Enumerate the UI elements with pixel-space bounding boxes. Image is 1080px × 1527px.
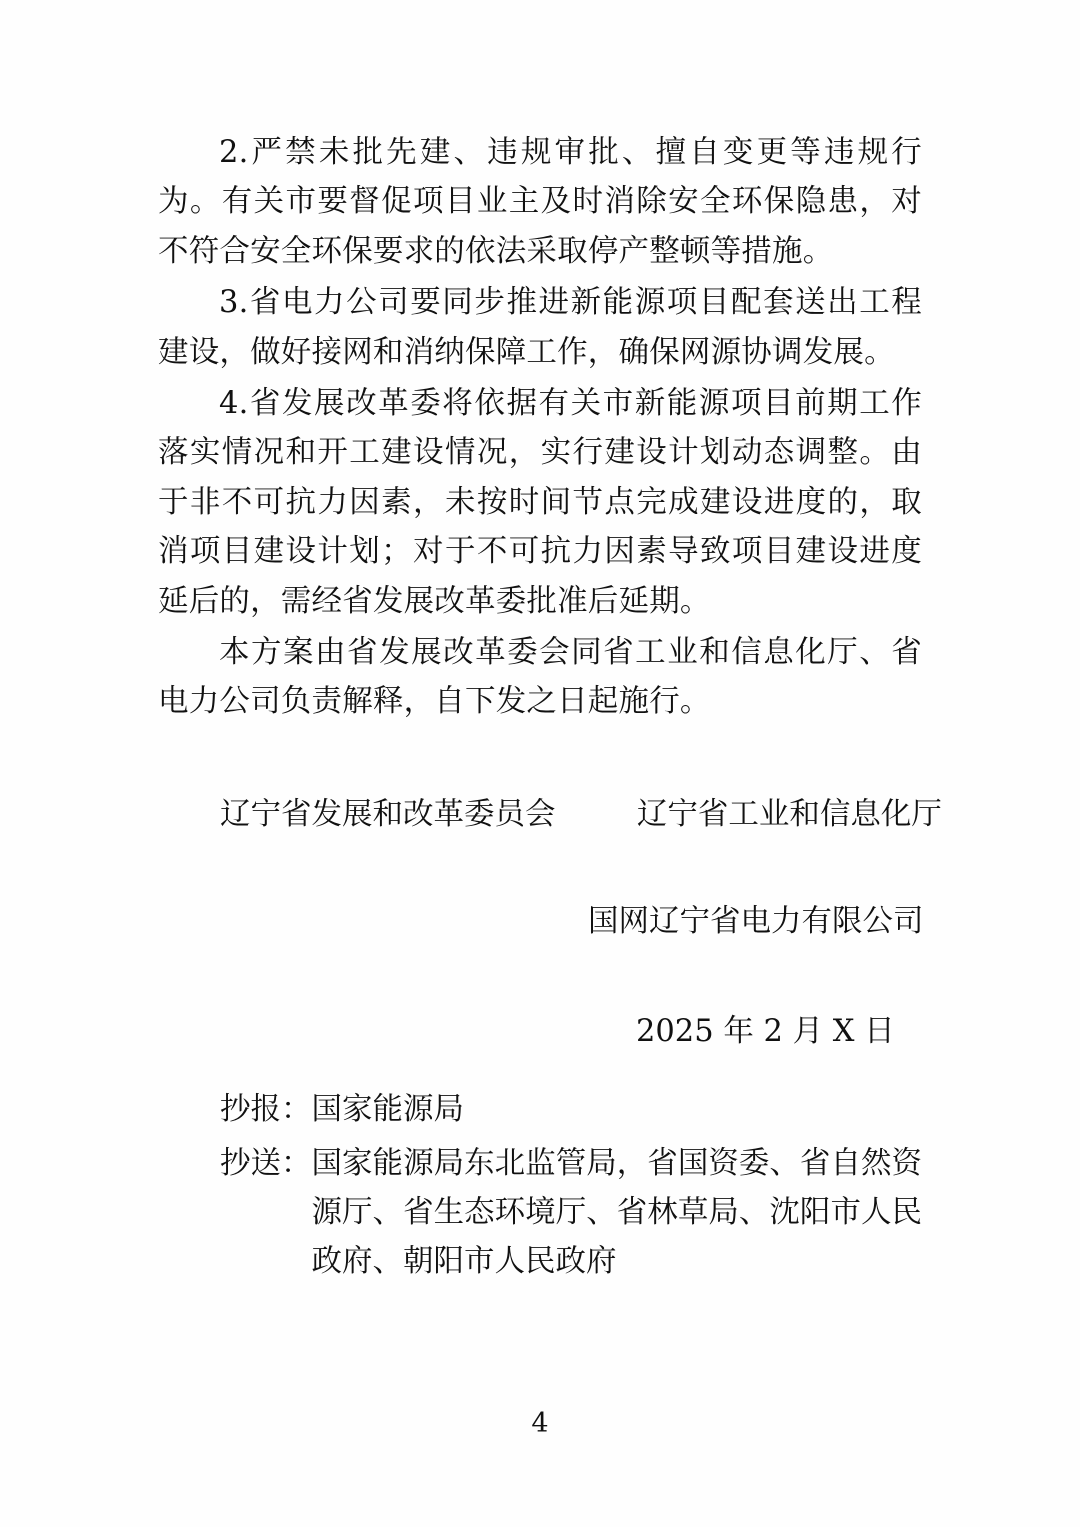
page-number: 4	[531, 1408, 549, 1439]
distribution-copy-label: 抄送：	[220, 1145, 312, 1181]
distribution-report-value: 国家能源局	[311, 1092, 464, 1128]
paragraph-item-2: 2.严禁未批先建、违规审批、擅自变更等违规行为。有关市要督促项目业主及时消除安全环保隐患，对不符合安全环保要求的依法采取停产整顿等措施。	[158, 135, 922, 269]
signature-block	[158, 791, 942, 1057]
signature-development-reform-commission: 辽宁省发展和改革委员会	[220, 796, 556, 832]
document-body	[158, 128, 942, 1287]
signature-row-primary	[158, 791, 942, 840]
distribution-report-row	[158, 1085, 922, 1134]
paragraph-item-4: 4.省发展改革委将依据有关市新能源项目前期工作落实情况和开工建设情况，实行建设计划动态调整。由于非不可抗力因素，未按时间节点完成建设进度的，取消项目建设计划；对于不可抗力因素导致项目建设进度延后的，需经省发展改革委批准后延期。	[158, 386, 922, 619]
signature-industry-information-department: 辽宁省工业和信息化厅	[636, 796, 942, 832]
signature-state-grid-liaoning: 国网辽宁省电力有限公司	[588, 903, 924, 939]
paragraph-item-3: 3.省电力公司要同步推进新能源项目配套送出工程建设，做好接网和消纳保障工作，确保网源协调发展。	[158, 285, 922, 370]
paragraph-interpretation: 本方案由省发展改革委会同省工业和信息化厅、省电力公司负责解释，自下发之日起施行。	[158, 635, 922, 720]
distribution-block	[158, 1085, 922, 1287]
distribution-copy-row	[158, 1139, 922, 1287]
distribution-report-label: 抄报：	[220, 1092, 312, 1128]
signature-date: 2025 年 2 月 X 日	[636, 1014, 895, 1050]
distribution-copy-value: 国家能源局东北监管局，省国资委、省自然资源厅、省生态环境厅、省林草局、沈阳市人民政府、朝阳市人民政府	[311, 1145, 922, 1280]
